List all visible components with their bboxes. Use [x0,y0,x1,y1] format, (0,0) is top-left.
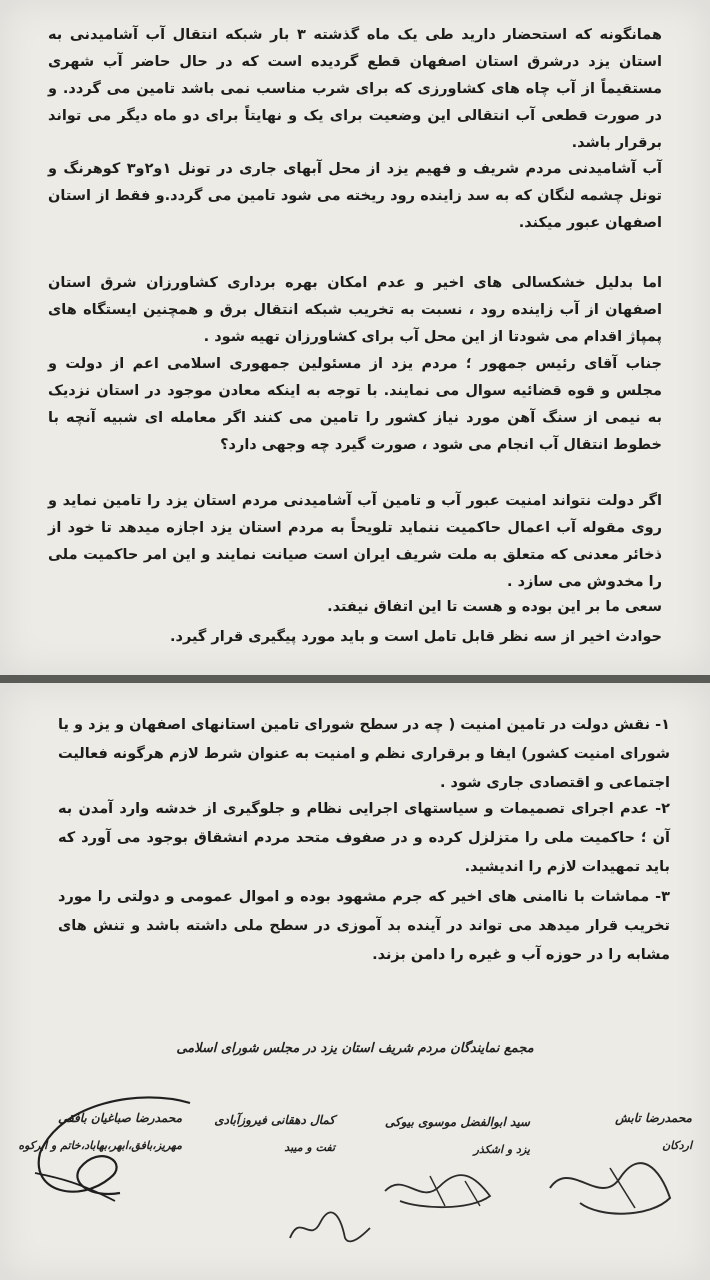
signatory-name: محمدرضا تابش [615,1111,692,1125]
paragraph-effort: سعی ما بر این بوده و هست تا این اتفاق نیفتد. [327,599,662,615]
list-item: ۱- نقش دولت در تامین امنیت ( چه در سطح شورای تامین استانهای اصفهان و یزد و یا شورای امنیت کشور) ایفا و برقراری نظم و امنیت به عنوان شرط لازم هرگونه فعالیت اجتماعی و اقتصادی جاری شود . [58,717,670,791]
signatory-mousavi [385,1115,530,1156]
page-divider [0,675,710,683]
signatory-name: سید ابوالفضل موسوی بیوکی [384,1115,530,1129]
letter-page-2 [0,683,710,1280]
assembly-heading: مجمع نمایندگان مردم شریف استان یزد در مجلس شورای اسلامی [176,1041,534,1056]
list-item: ۳- مماشات با ناامنی های اخیر که جرم مشهود بوده و اموال عمومی و دولتی را مورد تخریب قرار میدهد می تواند در آینده بد آموزی در سطح ملی داشته باشد و تنش های مشابه را در حوزه آب و غیره را دامن بزند. [58,889,670,963]
paragraph-recent-events: حوادث اخیر از سه نظر قابل تامل است و باید مورد پیگیری قرار گیرد. [170,629,662,645]
paragraph-president-address: جناب آقای رئیس جمهور ؛ مردم یزد از مسئولین جمهوری اسلامی اعم از دولت و مجلس و قوه قضائیه سوال می نمایند. با توجه به اینکه معادن موجود در استان نزدیک به نیمی از سنگ آهن مورد نیاز کشور را تامین می کنند اگر معامله ای شبیه آنچه با خطوط انتقال آب انجام می شود ، صورت گیرد چه وجهی دارد؟ [48,356,662,453]
signatory-constituency: تفت و میبد [284,1141,335,1154]
signatory-constituency: اردکان [662,1139,692,1152]
signatory-name: کمال دهقانی فیروزآبادی [214,1113,335,1127]
signatory-name: محمدرضا صباغیان بافقی [57,1111,182,1125]
signatory-dehghani [214,1113,335,1154]
signature-scribble-mousavi [380,1161,510,1221]
signature-scribble-sabbaghian [20,1083,220,1213]
paragraph-water-cut: همانگونه که استحضار دارید طی یک ماه گذشته ۳ بار شبکه انتقال آب آشامیدنی به استان یزد درشرق استان اصفهان قطع گردیده است که در حال حاضر آب شهری مستقیماً از آب چاه های کشاورزی که برای شرب مناسب نمی باشد تامین می گردد. و در صورت قطعی آب انتقالی این وضعیت برای یک و نهایتاً برای دو ماه دیگر می تواند برقرار باشد. [48,27,662,151]
signatory-constituency: مهریز،بافق،ابهر،بهاباد،خاتم و ابرکوه [18,1139,182,1152]
signature-scribble-tabesh [540,1148,690,1228]
list-item: ۲- عدم اجرای تصمیمات و سیاستهای اجرایی نظام و جلوگیری از خدشه وارد آمدن به آن ؛ حاکمیت ملی را متزلزل کرده و در صفوف متحد مردم انشقاق بوجود می آورد که باید تمهیدات لازم را اندیشید. [58,801,670,875]
paragraph-drought: اما بدلیل خشکسالی های اخیر و عدم امکان بهره برداری کشاورزان شرق استان اصفهان از آب زاینده رود ، نسبت به تخریب شبکه انتقال برق و همچنین ایستگاه های پمپاژ اقدام می شودتا از این محل آب برای کشاورزان تهیه شود . [48,275,662,345]
paragraph-sovereignty: اگر دولت نتواند امنیت عبور آب و تامین آب آشامیدنی مردم استان یزد را تامین نماید و روی مقوله آب اعمال حاکمیت ننماید تلویحاً به مردم استان یزد اجازه میدهد تا خود از ذخائر معدنی که متعلق به ملت شریف ایران است صیانت نمایند و این امر حاکمیت ملی را مخدوش می سازد . [48,493,662,590]
signatory-constituency: یزد و اشکذر [473,1143,530,1156]
signatory-tabesh [615,1111,692,1152]
paragraph-water-source: آب آشامیدنی مردم شریف و فهیم یزد از محل آبهای جاری در تونل ۱و۲و۳ کوهرنگ و تونل چشمه لنگان که به سد زاینده رود ریخته می شود تامین می گردد.و فقط از استان اصفهان عبور میکند. [48,161,662,231]
signature-scribble-dehghani [285,1203,375,1253]
